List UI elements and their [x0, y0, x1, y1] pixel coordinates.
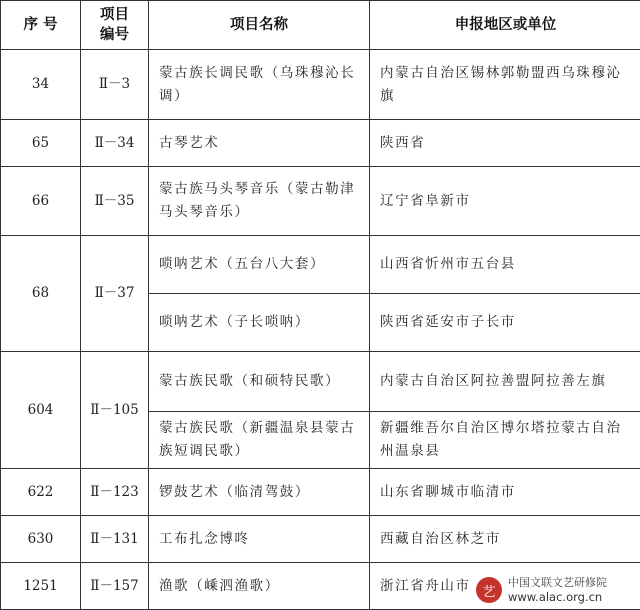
table-row: [1, 120, 640, 167]
header-code-line2: 编号: [100, 27, 129, 43]
code-cell: Ⅱ－35: [81, 167, 149, 236]
name-cell: 唢呐艺术（五台八大套）: [149, 236, 370, 294]
seq-cell: 630: [1, 516, 81, 563]
watermark-url: www.alac.org.cn: [508, 590, 603, 604]
code-cell: Ⅱ－131: [81, 516, 149, 563]
region-cell: 陕西省: [370, 120, 640, 167]
watermark-text: [508, 575, 607, 605]
name-cell: 古琴艺术: [149, 120, 370, 167]
code-cell: Ⅱ－123: [81, 469, 149, 516]
name-cell: 唢呐艺术（子长唢呐）: [149, 294, 370, 352]
seq-cell: 65: [1, 120, 81, 167]
seq-cell: 68: [1, 236, 81, 352]
seq-cell: 622: [1, 469, 81, 516]
region-cell: 辽宁省阜新市: [370, 167, 640, 236]
header-code-line1: 项目: [100, 7, 129, 23]
table-row: [1, 352, 640, 412]
name-cell: 工布扎念博咚: [149, 516, 370, 563]
header-region: 申报地区或单位: [370, 1, 640, 50]
region-cell: 浙江省舟山市: [370, 563, 640, 610]
code-cell: Ⅱ－34: [81, 120, 149, 167]
region-cell: 山东省聊城市临清市: [370, 469, 640, 516]
table-row: [1, 516, 640, 563]
header-code: [81, 1, 149, 50]
seq-cell: 604: [1, 352, 81, 469]
region-cell: 内蒙古自治区阿拉善盟阿拉善左旗: [370, 352, 640, 412]
header-row: [1, 1, 640, 50]
seal-logo-icon: 艺: [476, 577, 502, 603]
region-cell: 陕西省延安市子长市: [370, 294, 640, 352]
region-cell: 新疆维吾尔自治区博尔塔拉蒙古自治州温泉县: [370, 412, 640, 469]
header-seq: 序 号: [1, 1, 81, 50]
region-cell: 山西省忻州市五台县: [370, 236, 640, 294]
code-cell: Ⅱ－3: [81, 50, 149, 120]
name-cell: 蒙古族民歌（新疆温泉县蒙古族短调民歌）: [149, 412, 370, 469]
code-cell: Ⅱ－105: [81, 352, 149, 469]
region-cell: 内蒙古自治区锡林郭勒盟西乌珠穆沁旗: [370, 50, 640, 120]
code-cell: Ⅱ－37: [81, 236, 149, 352]
header-name: 项目名称: [149, 1, 370, 50]
name-cell: 蒙古族长调民歌（乌珠穆沁长调）: [149, 50, 370, 120]
table-row: [1, 167, 640, 236]
seq-cell: 34: [1, 50, 81, 120]
name-cell: 锣鼓艺术（临清驾鼓）: [149, 469, 370, 516]
watermark-org: 中国文联文艺研修院: [508, 576, 607, 589]
table-row: [1, 50, 640, 120]
region-cell: 西藏自治区林芝市: [370, 516, 640, 563]
seq-cell: 66: [1, 167, 81, 236]
watermark: [476, 572, 636, 608]
code-cell: Ⅱ－157: [81, 563, 149, 610]
table-row: [1, 236, 640, 294]
name-cell: 蒙古族马头琴音乐（蒙古勒津马头琴音乐）: [149, 167, 370, 236]
name-cell: 蒙古族民歌（和硕特民歌）: [149, 352, 370, 412]
table-row: [1, 469, 640, 516]
name-cell: 渔歌（嵊泗渔歌）: [149, 563, 370, 610]
seq-cell: 1251: [1, 563, 81, 610]
